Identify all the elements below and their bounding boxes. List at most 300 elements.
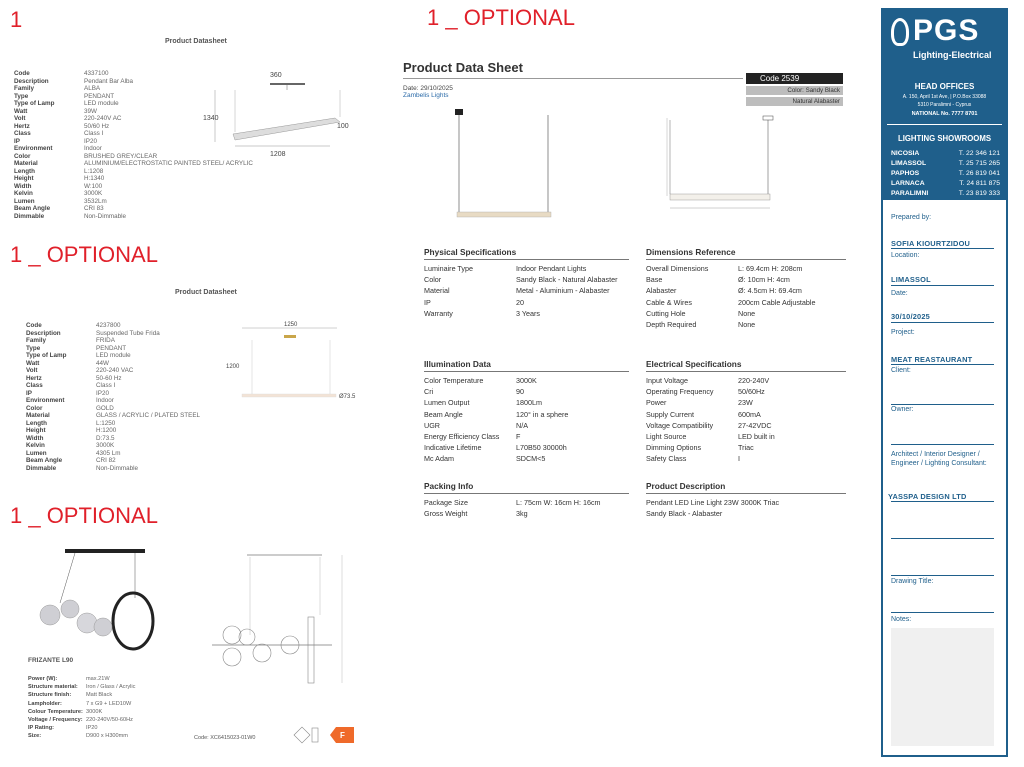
spec-row bbox=[26, 457, 200, 465]
spec-key: IP bbox=[424, 297, 431, 307]
spec-value: Indoor Pendant Lights bbox=[516, 264, 587, 273]
spec-key: Length bbox=[14, 167, 35, 175]
spec-value: D900 x H300mm bbox=[86, 733, 128, 740]
spec-key: Light Source bbox=[646, 432, 687, 442]
architect-value: YASSPA DESIGN LTD bbox=[888, 492, 967, 501]
spec-value: Triac bbox=[738, 443, 754, 453]
spec-key: Kelvin bbox=[26, 442, 45, 449]
spec-row bbox=[26, 412, 200, 420]
spec-key: Color Temperature bbox=[424, 376, 484, 385]
spec-key: Code bbox=[14, 70, 30, 77]
spec-row bbox=[646, 319, 846, 330]
spec-row bbox=[28, 708, 135, 716]
pds-description-line2: Sandy Black - Alabaster bbox=[646, 509, 723, 519]
spec-key: Length bbox=[26, 419, 47, 427]
spec-row bbox=[26, 435, 200, 443]
spec-value: L:1208 bbox=[84, 167, 104, 175]
client-label: Client: bbox=[891, 367, 911, 374]
spec-row bbox=[424, 386, 629, 397]
section-label-optional-top: 1 _ OPTIONAL bbox=[427, 5, 575, 30]
spec-row bbox=[26, 367, 200, 375]
spec-key: UGR bbox=[424, 420, 440, 430]
spec-key: Voltage Compatibility bbox=[646, 420, 714, 430]
sheet3-product-name: FRIZANTE L90 bbox=[28, 657, 74, 664]
spec-value: IP20 bbox=[86, 725, 98, 732]
spec-value: 3000K bbox=[96, 442, 115, 449]
spec-row bbox=[26, 465, 200, 473]
spec-value: 27-42VDC bbox=[738, 420, 772, 430]
spec-row bbox=[424, 442, 629, 453]
spec-key: Base bbox=[646, 275, 663, 285]
spec-key: Warranty bbox=[424, 308, 453, 318]
spec-value: ALBA bbox=[84, 85, 101, 92]
head-offices-phone: NATIONAL No. 7777 8701 bbox=[911, 111, 978, 117]
spec-value: Ø: 4.5cm H: 69.4cm bbox=[738, 286, 802, 296]
sheet3-spec-table bbox=[28, 675, 135, 741]
spec-value: PENDANT bbox=[84, 92, 115, 100]
pds-packing bbox=[424, 481, 629, 519]
spec-value: 120° in a sphere bbox=[516, 409, 569, 419]
pds-color2: Natural Alabaster bbox=[746, 97, 843, 106]
spec-value: N/A bbox=[516, 420, 528, 430]
sheet3-code: Code: XC6415023-01W0 bbox=[194, 735, 256, 741]
spec-key: Cri bbox=[424, 387, 434, 397]
showroom-phone: T. 22 346 121 bbox=[958, 150, 1000, 157]
sheet2-dim-right: Ø73.5 bbox=[339, 394, 356, 400]
pds-dimensions bbox=[646, 247, 846, 330]
head-offices-address-1: A. 150, April 1st Ave, | P.O.Box 33088 bbox=[902, 94, 987, 100]
spec-row bbox=[26, 390, 200, 398]
sheet2-title: Product Datasheet bbox=[175, 289, 237, 296]
head-offices-address-2: 5310 Paralimni - Cyprus bbox=[917, 102, 972, 108]
spec-value: 3 Years bbox=[516, 308, 540, 318]
spec-row bbox=[14, 175, 253, 183]
spec-value: Sandy Black - Natural Alabaster bbox=[516, 275, 618, 285]
spec-row bbox=[26, 450, 200, 458]
spec-key: Cutting Hole bbox=[646, 308, 686, 318]
sheet2-spec-table bbox=[26, 322, 200, 472]
spec-value: LED built in bbox=[738, 432, 775, 442]
spec-value: L: 69.4cm H: 208cm bbox=[738, 264, 803, 273]
sheet1-dim-bottom: 1208 bbox=[270, 151, 286, 158]
spec-value: Pendant Bar Alba bbox=[84, 77, 134, 85]
spec-row bbox=[424, 274, 629, 285]
date-label: Date: bbox=[891, 290, 908, 297]
spec-value: Suspended Tube Frida bbox=[96, 329, 160, 337]
spec-key: Lumen Output bbox=[424, 398, 470, 408]
spec-value: Metal - Aluminium - Alabaster bbox=[516, 286, 610, 296]
spec-key: Gross Weight bbox=[424, 509, 468, 519]
spec-row bbox=[26, 337, 200, 345]
showroom-row bbox=[891, 179, 1000, 189]
spec-value: H:1340 bbox=[84, 175, 105, 182]
spec-row bbox=[28, 691, 135, 699]
spec-key: Class bbox=[26, 382, 43, 389]
showroom-city: LARNACA bbox=[891, 180, 925, 187]
spec-key: Overall Dimensions bbox=[646, 264, 709, 273]
spec-value: 220-240V/50-60Hz bbox=[86, 717, 133, 724]
spec-value: BRUSHED GREY/CLEAR bbox=[84, 152, 158, 160]
spec-key: Hertz bbox=[26, 374, 42, 382]
pds-physical-table bbox=[424, 263, 629, 319]
spec-key: Operating Frequency bbox=[646, 387, 714, 397]
spec-row bbox=[424, 420, 629, 431]
spec-key: Material bbox=[14, 160, 38, 167]
spec-value: 39W bbox=[84, 107, 97, 115]
pds-title: Product Data Sheet bbox=[403, 60, 523, 75]
spec-value: Iron / Glass / Acrylic bbox=[86, 684, 136, 691]
pds-electrical bbox=[646, 359, 846, 465]
spec-row bbox=[26, 382, 200, 390]
spec-key: Color bbox=[26, 404, 43, 412]
spec-row bbox=[424, 397, 629, 408]
spec-row bbox=[14, 198, 253, 206]
sheet3-drawing bbox=[192, 545, 352, 685]
spec-row bbox=[14, 168, 253, 176]
showroom-row bbox=[891, 189, 1000, 199]
spec-row bbox=[424, 308, 629, 319]
location-label: Location: bbox=[891, 252, 920, 259]
spec-value: IP20 bbox=[96, 389, 109, 397]
spec-row bbox=[646, 263, 846, 274]
pds-packing-heading: Packing Info bbox=[424, 481, 474, 491]
prepared-by-label: Prepared by: bbox=[891, 214, 932, 221]
spec-row bbox=[14, 213, 253, 221]
spec-value: Class I bbox=[96, 382, 116, 389]
spec-value: 7 x G9 + LED10W bbox=[86, 700, 132, 707]
spec-value: 50-60 Hz bbox=[96, 374, 122, 382]
spec-row bbox=[646, 453, 846, 464]
sheet1-dim-left: 1340 bbox=[203, 115, 219, 122]
spec-value: LED module bbox=[96, 352, 131, 359]
spec-row bbox=[646, 297, 846, 308]
spec-value: GLASS / ACRYLIC / PLATED STEEL bbox=[96, 412, 201, 419]
spec-key: Width bbox=[14, 182, 32, 190]
spec-key: Description bbox=[26, 329, 61, 337]
spec-key: Mc Adam bbox=[424, 454, 454, 464]
showroom-phone: T. 23 819 333 bbox=[958, 190, 1000, 197]
spec-value: IP20 bbox=[84, 137, 97, 145]
spec-value: 220-240 VAC bbox=[96, 367, 134, 374]
spec-key: Description bbox=[14, 77, 49, 85]
pds-illumination-table bbox=[424, 375, 629, 465]
pds-electrical-heading: Electrical Specifications bbox=[646, 359, 742, 369]
drawing-title-label: Drawing Title: bbox=[891, 578, 934, 585]
spec-value: 200cm Cable Adjustable bbox=[738, 297, 816, 307]
spec-value: LED module bbox=[84, 100, 119, 107]
architect-label: Architect / Interior Designer / Engineer / Lighting Consultant: bbox=[891, 451, 987, 467]
showroom-phone: T. 24 811 875 bbox=[959, 180, 1000, 187]
spec-row bbox=[424, 431, 629, 442]
project-label: Project: bbox=[891, 329, 915, 336]
svg-text:F: F bbox=[340, 731, 345, 740]
sheet1-dim-right: 100 bbox=[337, 123, 349, 130]
spec-value: 220-240V AC bbox=[84, 115, 122, 122]
spec-value: 44W bbox=[96, 359, 109, 367]
spec-value: 3532Lm bbox=[84, 197, 107, 205]
spec-key: Dimmable bbox=[14, 212, 45, 220]
spec-key: Structure material: bbox=[28, 684, 78, 691]
location-value: LIMASSOL bbox=[891, 275, 931, 284]
spec-value: 3000K bbox=[86, 708, 103, 715]
showroom-list bbox=[891, 149, 1000, 199]
logo-text: PGS bbox=[913, 14, 980, 47]
spec-key: Safety Class bbox=[646, 454, 687, 464]
spec-key: Environment bbox=[14, 145, 53, 152]
spec-key: Beam Angle bbox=[26, 457, 63, 464]
spec-key: IP bbox=[26, 389, 32, 397]
spec-value: D:73.5 bbox=[96, 434, 115, 442]
spec-row bbox=[424, 375, 629, 386]
date-value: 30/10/2025 bbox=[891, 312, 930, 321]
spec-row bbox=[26, 405, 200, 413]
sheet2-dim-left: 1200 bbox=[226, 364, 240, 370]
spec-key: Type of Lamp bbox=[26, 352, 67, 359]
showroom-row bbox=[891, 159, 1000, 169]
spec-value: Class I bbox=[84, 130, 104, 137]
spec-row bbox=[28, 683, 135, 691]
spec-key: Material bbox=[26, 412, 50, 419]
spec-value: SDCM<5 bbox=[516, 454, 546, 464]
bulb-icon bbox=[891, 18, 909, 46]
pds-dimensions-table bbox=[646, 263, 846, 330]
spec-value: Matt Black bbox=[86, 692, 113, 699]
spec-row bbox=[646, 409, 846, 420]
spec-value: L70B50 30000h bbox=[516, 443, 567, 453]
spec-row bbox=[26, 427, 200, 435]
spec-value: F bbox=[516, 432, 521, 442]
spec-key: Family bbox=[14, 85, 34, 92]
showroom-phone: T. 26 819 041 bbox=[958, 170, 1000, 177]
spec-row bbox=[646, 442, 846, 453]
showroom-row bbox=[891, 149, 1000, 159]
spec-row bbox=[424, 285, 629, 296]
prepared-by-value: SOFIA KIOURTZIDOU bbox=[891, 239, 971, 248]
spec-value: I bbox=[738, 454, 740, 464]
spec-key: Width bbox=[26, 434, 44, 442]
spec-row bbox=[26, 322, 200, 330]
spec-row bbox=[646, 431, 846, 442]
spec-value: L: 75cm W: 16cm H: 16cm bbox=[516, 498, 601, 507]
pds-dimensions-heading: Dimensions Reference bbox=[646, 247, 736, 257]
spec-row bbox=[26, 330, 200, 338]
spec-value: GOLD bbox=[96, 404, 114, 412]
spec-key: Height bbox=[14, 175, 34, 182]
spec-row bbox=[424, 508, 629, 519]
spec-row bbox=[14, 190, 253, 198]
spec-row bbox=[26, 360, 200, 368]
spec-row bbox=[26, 375, 200, 383]
pds-electrical-table bbox=[646, 375, 846, 465]
section-label-optional-mid: 1 _ OPTIONAL bbox=[10, 242, 158, 267]
showroom-city: LIMASSOL bbox=[891, 160, 927, 167]
notes-label: Notes: bbox=[891, 616, 912, 623]
spec-value: 4237800 bbox=[96, 322, 121, 329]
spec-value: 3000K bbox=[516, 376, 537, 385]
spec-key: Environment bbox=[26, 397, 65, 404]
pds-code: Code 2539 bbox=[746, 73, 843, 84]
spec-key: Indicative Lifetime bbox=[424, 443, 482, 453]
spec-row bbox=[28, 732, 135, 740]
showrooms-heading: LIGHTING SHOWROOMS bbox=[897, 134, 992, 143]
pds-drawings bbox=[445, 106, 785, 231]
spec-key: IP bbox=[14, 137, 20, 145]
spec-key: Dimming Options bbox=[646, 443, 702, 453]
spec-row bbox=[26, 345, 200, 353]
spec-value: 90 bbox=[516, 387, 524, 397]
spec-value: L:1250 bbox=[96, 419, 116, 427]
spec-value: PENDANT bbox=[96, 344, 127, 352]
showroom-city: NICOSIA bbox=[891, 150, 920, 157]
spec-row bbox=[646, 308, 846, 319]
spec-key: Material bbox=[424, 286, 450, 296]
spec-key: Voltage / Frequency: bbox=[28, 717, 83, 724]
pds-physical-heading: Physical Specifications bbox=[424, 247, 517, 257]
logo-subtitle: Lighting-Electrical bbox=[913, 50, 992, 60]
spec-row bbox=[424, 297, 629, 308]
spec-key: Structure finish: bbox=[28, 692, 72, 699]
spec-value: 23W bbox=[738, 398, 753, 408]
spec-value: 3kg bbox=[516, 509, 528, 519]
title-block bbox=[881, 8, 1008, 757]
spec-row bbox=[26, 420, 200, 428]
showroom-phone: T. 25 715 265 bbox=[958, 160, 1000, 167]
spec-value: Non-Dimmable bbox=[84, 212, 126, 220]
spec-value: Ø: 10cm H: 4cm bbox=[738, 275, 790, 285]
spec-key: Class bbox=[14, 130, 31, 137]
spec-key: Power bbox=[646, 398, 667, 408]
spec-row bbox=[646, 274, 846, 285]
spec-value: 50/60 Hz bbox=[84, 122, 110, 130]
pds-brand: Zambelis Lights bbox=[403, 92, 449, 99]
showroom-row bbox=[891, 169, 1000, 179]
spec-row bbox=[14, 205, 253, 213]
spec-value: 220-240V bbox=[738, 376, 770, 385]
spec-value: Non-Dimmable bbox=[96, 464, 138, 472]
pds-date: Date: 29/10/2025 bbox=[403, 85, 453, 92]
spec-value: 4337100 bbox=[84, 70, 109, 77]
energy-label-icons bbox=[292, 724, 362, 746]
pds-illumination bbox=[424, 359, 629, 465]
project-value: MEAT REASTAURANT bbox=[891, 355, 973, 364]
spec-value: 3000K bbox=[84, 190, 103, 197]
spec-row bbox=[646, 285, 846, 296]
spec-key: Watt bbox=[14, 107, 28, 115]
pds-packing-table bbox=[424, 497, 629, 519]
notes-area bbox=[891, 628, 994, 746]
spec-key: Beam Angle bbox=[14, 205, 51, 212]
spec-value: 20 bbox=[516, 297, 524, 307]
spec-key: Input Voltage bbox=[646, 376, 688, 385]
pds-description-heading: Product Description bbox=[646, 481, 726, 491]
title-block-header bbox=[883, 10, 1006, 200]
spec-row bbox=[26, 397, 200, 405]
spec-key: Volt bbox=[14, 115, 26, 122]
head-offices-heading: HEAD OFFICES bbox=[914, 82, 975, 91]
spec-key: Color bbox=[424, 275, 442, 285]
spec-key: Volt bbox=[26, 367, 38, 374]
spec-key: IP Rating: bbox=[28, 725, 55, 732]
spec-key: Family bbox=[26, 337, 46, 344]
spec-value: 600mA bbox=[738, 409, 761, 419]
spec-key: Watt bbox=[26, 359, 40, 367]
spec-key: Alabaster bbox=[646, 286, 677, 296]
pds-illumination-heading: Illumination Data bbox=[424, 359, 491, 369]
spec-value: 1800Lm bbox=[516, 398, 542, 408]
sheet1-dim-top: 360 bbox=[270, 72, 282, 79]
sheet1-drawing bbox=[195, 62, 365, 162]
spec-value: ALUMINIUM/ELECTROSTATIC PAINTED STEEL/ ACRYLIC bbox=[84, 160, 253, 167]
spec-row bbox=[28, 724, 135, 732]
section-label-1: 1 bbox=[10, 7, 23, 32]
spec-key: Beam Angle bbox=[424, 409, 463, 419]
spec-key: Lumen bbox=[14, 197, 35, 205]
spec-row bbox=[646, 397, 846, 408]
spec-key: Dimmable bbox=[26, 464, 57, 472]
spec-key: Lumen bbox=[26, 449, 47, 457]
spec-value: 4305 Lm bbox=[96, 449, 121, 457]
pds-physical bbox=[424, 247, 629, 319]
spec-key: Package Size bbox=[424, 498, 468, 507]
sheet1-title: Product Datasheet bbox=[165, 38, 227, 45]
showroom-city: PAPHOS bbox=[891, 170, 920, 177]
spec-row bbox=[424, 453, 629, 464]
spec-row bbox=[424, 497, 629, 508]
spec-row bbox=[28, 675, 135, 683]
spec-key: Cable & Wires bbox=[646, 297, 692, 307]
spec-value: CRI 82 bbox=[96, 457, 116, 464]
spec-key: Size: bbox=[28, 733, 42, 740]
owner-label: Owner: bbox=[891, 406, 914, 413]
spec-key: Depth Required bbox=[646, 320, 697, 330]
spec-value: W:100 bbox=[84, 182, 103, 190]
spec-key: Height bbox=[26, 427, 46, 434]
spec-key: Supply Current bbox=[646, 409, 694, 419]
spec-value: 50/60Hz bbox=[738, 387, 765, 397]
spec-key: Type bbox=[14, 92, 29, 100]
section-label-optional-low: 1 _ OPTIONAL bbox=[10, 503, 158, 528]
spec-key: Colour Temperature: bbox=[28, 708, 83, 715]
spec-key: Hertz bbox=[14, 122, 30, 130]
spec-key: Code bbox=[26, 322, 42, 329]
spec-value: Indoor bbox=[84, 145, 102, 152]
spec-row bbox=[646, 420, 846, 431]
spec-value: None bbox=[738, 308, 756, 318]
spec-value: max.21W bbox=[86, 676, 110, 682]
pds-color1: Color: Sandy Black bbox=[746, 86, 843, 95]
spec-row bbox=[424, 409, 629, 420]
spec-key: Kelvin bbox=[14, 190, 33, 197]
spec-row bbox=[646, 386, 846, 397]
spec-value: FRIDA bbox=[96, 337, 115, 344]
pds-description-line1: Pendant LED Line Light 23W 3000K Triac bbox=[646, 498, 780, 507]
spec-value: H:1200 bbox=[96, 427, 117, 434]
sheet2-drawing bbox=[222, 318, 362, 408]
spec-row bbox=[28, 700, 135, 708]
spec-row bbox=[28, 716, 135, 724]
spec-value: None bbox=[738, 320, 756, 330]
sheet3-product-image bbox=[25, 543, 170, 653]
sheet2-dim-top: 1250 bbox=[284, 322, 298, 328]
spec-key: Luminaire Type bbox=[424, 264, 474, 273]
spec-row bbox=[26, 442, 200, 450]
pds-description bbox=[646, 481, 846, 519]
spec-key: Color bbox=[14, 152, 31, 160]
spec-row bbox=[26, 352, 200, 360]
spec-row bbox=[424, 263, 629, 274]
spec-value: CRI 83 bbox=[84, 205, 104, 212]
showroom-city: PARALIMNI bbox=[891, 190, 929, 197]
